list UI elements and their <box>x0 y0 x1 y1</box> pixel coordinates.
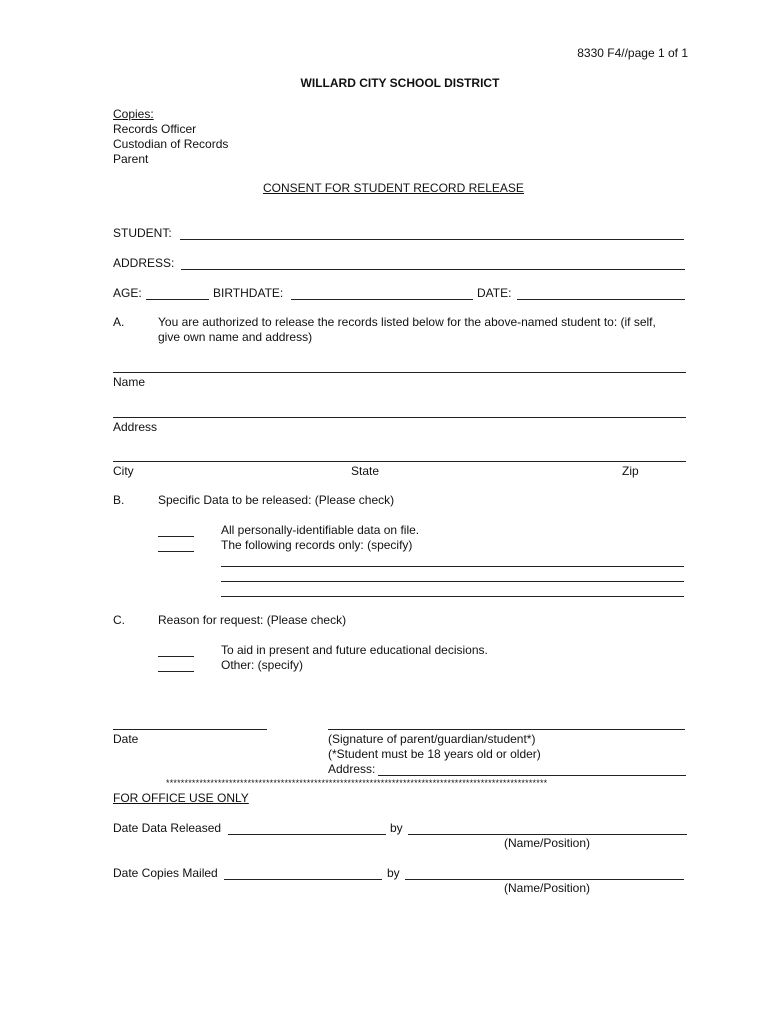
student-label: STUDENT: <box>113 226 172 240</box>
option-all-data: All personally-identifiable data on file. <box>221 523 420 537</box>
option-educational: To aid in present and future educational decisions. <box>221 643 488 657</box>
address-field[interactable] <box>181 269 685 270</box>
copies-item: Custodian of Records <box>113 137 229 151</box>
recipient-address-field[interactable] <box>113 417 686 418</box>
city-label: City <box>113 464 134 478</box>
address-label: ADDRESS: <box>113 256 175 270</box>
office-heading: FOR OFFICE USE ONLY <box>113 791 249 805</box>
city-state-zip-field[interactable] <box>113 461 686 462</box>
sign-date-field[interactable] <box>113 729 267 730</box>
released-by-field[interactable] <box>408 834 687 835</box>
form-id: 8330 F4//page 1 of 1 <box>577 46 688 60</box>
released-by-label: by <box>390 821 403 835</box>
birthdate-field[interactable] <box>291 299 473 300</box>
section-c-letter: C. <box>113 613 125 627</box>
check-following-records[interactable] <box>158 551 194 552</box>
student-field[interactable] <box>180 239 684 240</box>
mailed-name-position: (Name/Position) <box>504 881 591 895</box>
sign-date-label: Date <box>113 732 139 746</box>
signature-label: (Signature of parent/guardian/student*) <box>328 732 536 746</box>
check-all-data[interactable] <box>158 536 194 537</box>
copies-item: Parent <box>113 152 149 166</box>
check-educational[interactable] <box>158 656 194 657</box>
option-following-records: The following records only: (specify) <box>221 538 413 552</box>
recipient-address-label: Address <box>113 420 158 434</box>
mailed-label: Date Copies Mailed <box>113 866 218 880</box>
copies-heading: Copies: <box>113 107 154 121</box>
mailed-by-label: by <box>387 866 400 880</box>
specify-line[interactable] <box>221 596 684 597</box>
section-a-text-1: You are authorized to release the records listed below for the above-named student to: (if self, <box>158 315 656 329</box>
specify-line[interactable] <box>221 581 684 582</box>
section-a-letter: A. <box>113 315 125 329</box>
option-other: Other: (specify) <box>221 658 304 672</box>
signature-field[interactable] <box>328 729 685 730</box>
section-a-text-2: give own name and address) <box>158 330 313 344</box>
form-title: CONSENT FOR STUDENT RECORD RELEASE <box>263 181 524 195</box>
released-name-position: (Name/Position) <box>504 836 591 850</box>
signer-address-label: Address: <box>328 762 376 776</box>
separator: ******************************************************************************************************* <box>166 778 548 788</box>
zip-label: Zip <box>622 464 639 478</box>
specify-line[interactable] <box>221 566 684 567</box>
birthdate-label: BIRTHDATE: <box>213 286 284 300</box>
date-field[interactable] <box>517 299 685 300</box>
district-title: WILLARD CITY SCHOOL DISTRICT <box>300 76 500 90</box>
age-label: AGE: <box>113 286 142 300</box>
section-b-text: Specific Data to be released: (Please check) <box>158 493 395 507</box>
mailed-by-field[interactable] <box>405 879 684 880</box>
state-label: State <box>351 464 380 478</box>
released-label: Date Data Released <box>113 821 222 835</box>
name-label: Name <box>113 375 146 389</box>
date-label: DATE: <box>477 286 512 300</box>
check-other[interactable] <box>158 671 194 672</box>
released-date-field[interactable] <box>228 834 386 835</box>
mailed-date-field[interactable] <box>224 879 382 880</box>
age-note: (*Student must be 18 years old or older) <box>328 747 541 761</box>
name-field[interactable] <box>113 372 686 373</box>
section-b-letter: B. <box>113 493 125 507</box>
age-field[interactable] <box>146 299 209 300</box>
copies-item: Records Officer <box>113 122 197 136</box>
section-c-text: Reason for request: (Please check) <box>158 613 347 627</box>
